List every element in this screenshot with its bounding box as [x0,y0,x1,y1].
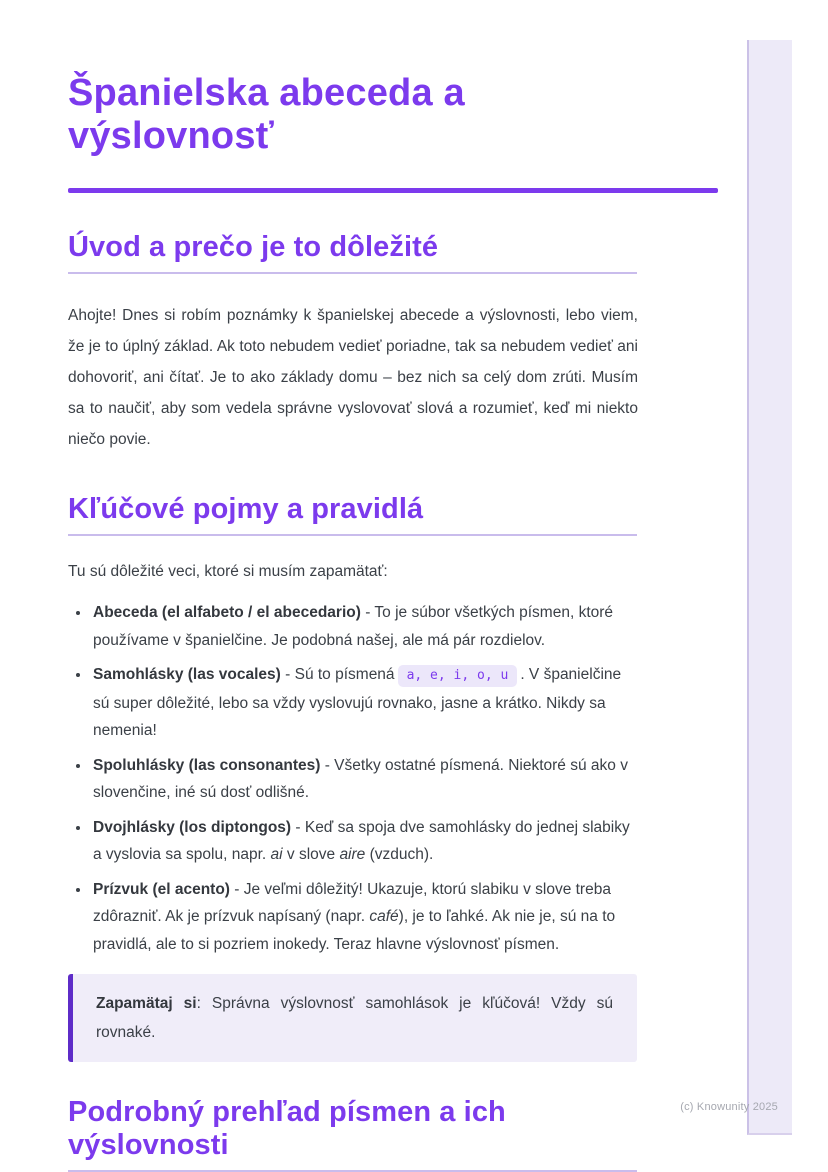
list-item-samohlasky [91,661,638,745]
term-prizvuk: Prízvuk (el acento) [93,880,230,898]
term-dvojhlasky: Dvojhlásky (los diptongos) [93,818,292,836]
section-divider-intro [68,272,637,274]
concepts-list-intro: Tu sú dôležité veci, ktoré si musím zapamätať: [68,563,388,580]
example-ai: ai [270,846,283,863]
list-item-abeceda [91,599,638,654]
term-abeceda: Abeceda (el alfabeto / el abecedario) [93,604,361,621]
title-divider [68,188,718,193]
section-intro [68,231,638,455]
intro-paragraph: Ahojte! Dnes si robím poznámky k španielskej abecede a výslovnosti, lebo viem, že je to úplný základ. Ak toto nebudem vedieť poriadne, tak sa nebudem vedieť ani dohovoriť, ani čítať. Je to ako základy domu – bez nich sa celý dom zrúti. Musím sa to naučiť, aby som vedela správne vyslovovať slová a rozumieť, keď mi niekto niečo povie. [68,307,638,448]
section-divider-concepts [68,534,637,536]
text-abeceda: - To je súbor všetkých písmen, ktoré používame v španielčine. Je podobná našej, ale má pár rozdielov. [93,604,614,649]
vowels-code-chip: a, e, i, o, u [398,665,518,687]
list-item-prizvuk [91,876,638,959]
remember-callout-label: Zapamätaj si [96,995,197,1012]
text-samohlasky-post: . V španielčine sú super dôležité, lebo sa vždy vyslovujú rovnako, jasne a krátko. Nikdy sa nemenia! [93,666,622,739]
example-cafe: café [369,908,399,925]
text-prizvuk-1: - Je veľmi dôležitý! Ukazuje, ktorú slabiku v slove treba zdôrazniť. Ak je prízvuk napísaný (napr. [93,880,611,925]
section-heading-concepts: Kľúčové pojmy a pravidlá [68,493,424,525]
concepts-list [68,599,638,958]
example-aire: aire [339,846,366,863]
remember-callout [68,974,637,1062]
section-concepts [68,493,638,1062]
section-heading-letters: Podrobný prehľad písmen a ich výslovnosti [68,1096,506,1161]
section-heading-intro: Úvod a prečo je to dôležité [68,231,439,263]
copyright-watermark: (c) Knowunity 2025 [680,1101,778,1113]
text-dvojhlasky-2: v slove [282,846,340,863]
list-item-spoluhlasky [91,752,638,807]
section-letters [68,1096,638,1172]
next-page-edge-strip [747,40,792,1135]
text-dvojhlasky-3: (vzduch). [365,846,434,863]
list-item-dvojhlasky [91,814,638,869]
remember-callout-text [96,989,613,1047]
page-title: Španielska abeceda a výslovnosť [68,72,465,157]
text-samohlasky-pre: - Sú to písmená [280,666,395,683]
text-spoluhlasky: - Všetky ostatné písmená. Niektoré sú ako v slovenčine, iné sú dosť odlišné. [93,756,628,801]
term-spoluhlasky: Spoluhlásky (las consonantes) [93,756,321,774]
document-content [68,0,638,1172]
text-dvojhlasky-1: - Keď sa spoja dve samohlásky do jednej slabiky a vyslovia sa spolu, napr. [93,818,630,863]
term-samohlasky: Samohlásky (las vocales) [93,666,281,683]
text-prizvuk-2: ), je to ľahké. Ak nie je, sú na to pravidlá, ale to si pozriem inokedy. Teraz hlavne výslovnosť písmen. [93,908,616,953]
remember-callout-body: : Správna výslovnosť samohlások je kľúčová! Vždy sú rovnaké. [96,995,613,1041]
